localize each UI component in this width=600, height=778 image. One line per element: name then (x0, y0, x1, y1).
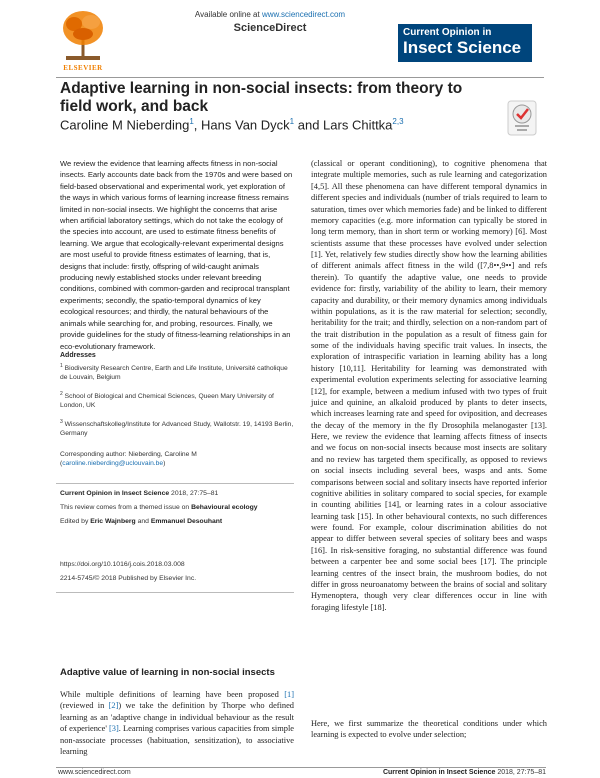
addresses-heading: Addresses (60, 352, 96, 359)
editors-prefix: Edited by (60, 518, 91, 525)
address-item (60, 418, 294, 438)
body-text-right-p2: Here, we first summarize the theoretical conditions under which learning is expected to evolve under selection; (311, 719, 547, 740)
address-item (60, 390, 294, 410)
citation-link[interactable]: [1] (284, 690, 294, 699)
author-name[interactable]: Hans Van Dyck (201, 117, 290, 133)
address-marker: 3 (60, 419, 63, 425)
journal-banner-line2: Insect Science (403, 38, 522, 57)
corresponding-suffix: ) (163, 460, 166, 467)
address-text: Wissenschaftskolleg/Institute for Advanced Study, Wallotstr. 19, 14193 Berlin, Germany (60, 421, 294, 438)
info-journal: Current Opinion in Insect Science (60, 490, 170, 497)
availability-prefix: Available online at (194, 10, 262, 19)
editors-line (60, 517, 294, 526)
footer-site[interactable]: www.sciencedirect.com (58, 769, 131, 776)
footer-divider (56, 767, 546, 768)
address-text: School of Biological and Chemical Sciences, Queen Mary University of London, UK (60, 393, 274, 410)
author-affiliation[interactable]: 2,3 (392, 117, 404, 126)
journal-banner-line1: Current Opinion in (403, 27, 492, 38)
body-text-right (311, 158, 547, 613)
author-separator: and (294, 117, 324, 133)
availability-line (170, 10, 370, 19)
footer-pages: 2018, 27:75–81 (495, 769, 546, 776)
author-separator: , (193, 117, 202, 133)
author-list (60, 117, 490, 132)
sciencedirect-brand: ScienceDirect (233, 22, 307, 34)
info-divider (56, 592, 294, 593)
theme-line (60, 503, 294, 512)
body-text-left (60, 689, 294, 757)
footer-citation (330, 769, 546, 776)
publisher-name: ELSEVIER (63, 64, 103, 72)
author-name[interactable]: Caroline M Nieberding (60, 117, 190, 133)
address-marker: 2 (60, 391, 63, 397)
body-text: . Learning comprises various capacities from simple non-associate processes (habituation, sensitization), to associative learning (60, 724, 295, 757)
author-name[interactable]: Lars Chittka (323, 117, 393, 133)
body-text: While multiple definitions of learning have been proposed (60, 690, 285, 699)
check-for-updates-icon[interactable] (507, 100, 537, 136)
editor-name[interactable]: Eric Wajnberg (90, 518, 136, 525)
info-citation: 2018, 27:75–81 (169, 490, 219, 497)
doi-link[interactable]: https://doi.org/10.1016/j.cois.2018.03.008 (60, 561, 185, 568)
footer-journal: Current Opinion in Insect Science (382, 769, 496, 776)
address-item (60, 362, 294, 382)
address-marker: 1 (60, 363, 63, 369)
sciencedirect-link[interactable]: www.sciencedirect.com (261, 10, 346, 19)
author-affiliation[interactable]: 1 (189, 117, 194, 126)
right-paragraph-1: (classical or operant conditioning), to cognitive phenomena that integrate multiple memories, such as rule learning and categorization [4,5]. All these phenomena can have different temporal dynamics in different species and individuals (number of trials required to learn to saturation, times over which memories fade) and be linked to different memory capacities (e.g. more information can typically be stored in long term memory, than in short term or working memory) [6]. Most scientists assume that these processes have evolved under selection [1]. Yet, relatively few studies directly show how the learning abilities of different animals affect fitness in the wild ([7,8••,9••] and refs therein). To quantify the adaptive value, one needs to provide evidence for: firstly, variability of the ability to learn, their memory capacity and durability, or their memory dynamics among individuals within populations, as it is the raw material for selection; secondly, heritability for the trait; and thirdly, selection on a non-random part of the trait distribution in the population as a result of fitness gain for some of the individuals having specific trait values. In insects, the exploration of intraspecific variation in learning ability has a long history [10,11]. Heritability for learning was demonstrated with experimental evolution experiments selecting for associative learning [12], for example, between a medium infused with two types of fruit juice and quinine, an alkaloid produced by plants to deter insects, which increases learning rate and speed for oviposition, and decreases the decay of the memory in the fly Drosophila melanogaster [13]. Here, we review the evidence that learning affects fitness of insects and we focus on non-social insects because most insects are solitary and no review has targeted them specifically, as opposed to reviews on social insects including several bees, wasps and ants. Some comparisons between social and solitary insects have reported inferior cognitive abilities in solitary compared to social species, for example in counting abilities [14], or learning rates in a colour associative learning task [15]. In other behavioural contexts, no such differences were found. For example, colour discrimination abilities do not appear to differ between several species of solitary bees and wasps [16]. In risk-sensitive foraging, no substantial difference was found between a carpenter bee and some social bees [17]. The principle learning centres of the insect brain, the mushroom bodies, do not differ in gross neuroanatomy between the brains of social and solitary Hymenoptera, though very clear differences occur in line with foraging lifestyle [18]. (311, 159, 547, 612)
article-title: Adaptive learning in non-social insects: from theory to field work, and back (60, 80, 463, 115)
copyright-line: 2214-5745/© 2018 Published by Elsevier Inc. (60, 575, 197, 582)
editors-and: and (135, 518, 151, 525)
corresponding-author (60, 450, 294, 468)
theme-name[interactable]: Behavioural ecology (191, 504, 258, 511)
editor-name[interactable]: Emmanuel Desouhant (150, 518, 223, 525)
body-text: ) we take the definition by Thorpe who defined learning as an 'adaptive change in individual behaviour as the result of experience' (60, 701, 294, 734)
citation-link[interactable]: [2] (108, 701, 119, 711)
abstract: We review the evidence that learning affects fitness in non-social insects. Early accounts date back from the 1970s and were based on field-based observational and experimental work, yet exploration of the ways in which various forms of learning increase fitness remains limited in non-social insects. We highlight the concerns that arise when artificial laboratory settings, which do not take the ecology of the species into account, are used to estimate fitness benefits of learning. We argue that ecologically-relevant experimental designs are most useful to provide fitness estimates of learning, that is, designs that include: firstly, offspring of wild-caught animals producing newly established stocks under relevant breeding conditions, combined with common-garden and reciprocal transplant experiments; secondly, the spatio-temporal dynamics of key ecological resources; and thirdly, the natural behaviours of the animals while searching for, and probing, resources. Finally, we provide guidelines for the study of fitness-learning relationships in an eco-evolutionary framework. (60, 159, 293, 351)
corresponding-email-link[interactable]: caroline.nieberding@uclouvain.be (62, 460, 164, 467)
corresponding-prefix: Corresponding author: Nieberding, Caroline M ( (60, 451, 197, 467)
theme-prefix: This review comes from a themed issue on (60, 504, 192, 511)
header-divider (56, 77, 544, 78)
info-divider (56, 483, 294, 484)
author-affiliation[interactable]: 1 (289, 117, 295, 126)
journal-banner (398, 24, 532, 62)
section-heading: Adaptive value of learning in non-social insects (60, 667, 275, 678)
citation-line (60, 489, 294, 498)
body-text: (reviewed in (60, 701, 109, 711)
citation-link[interactable]: [3] (108, 724, 119, 734)
address-text: Biodiversity Research Centre, Earth and Life Institute, Université catholique de Louvain, Belgium (60, 365, 288, 382)
elsevier-tree-logo (58, 6, 108, 64)
